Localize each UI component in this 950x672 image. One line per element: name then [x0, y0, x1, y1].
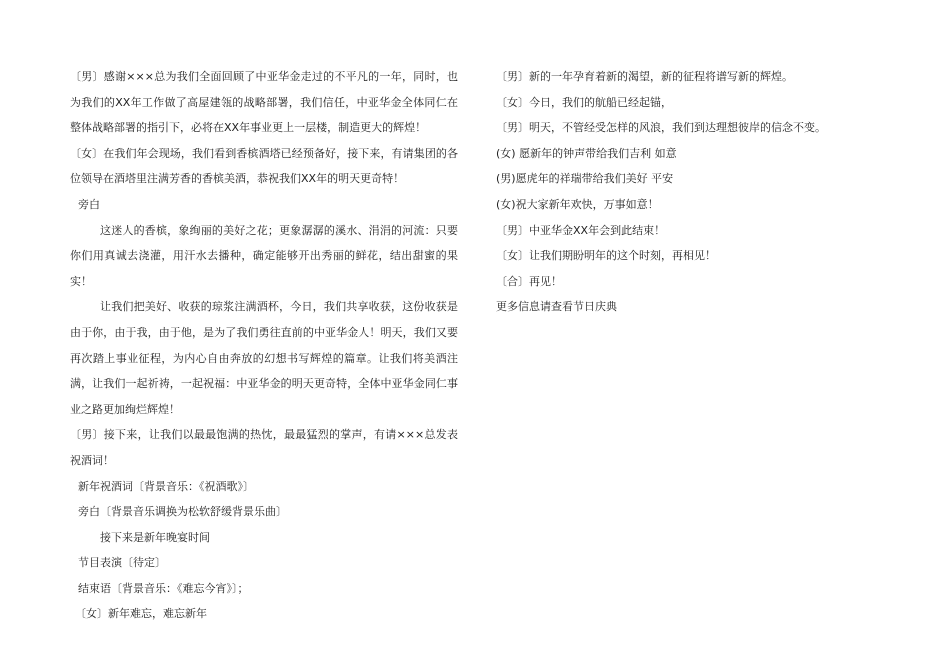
narration-heading: 旁白 — [78, 197, 100, 211]
male-invite-toast-paragraph: 〔男〕接下来，让我们以最最饱满的热忱，最最猛烈的掌声，有请×××总发表祝酒词！ — [70, 428, 458, 467]
left-column — [70, 64, 458, 627]
banquet-time-line: 接下来是新年晚宴时间 — [100, 530, 210, 544]
male-tomorrow-line: 〔男〕明天，不管经受怎样的风浪，我们到达理想彼岸的信念不变。 — [496, 121, 826, 135]
toast-narration-paragraph: 让我们把美好、收获的琼浆注满酒杯，今日，我们共享收获，这份收获是由于你，由于我，由于他，是为了我们勇往直前的中亚华金人！明天，我们又要再次踏上事业征程，为内心自由奔放的幻想书写辉煌的篇章。让我们将美酒注满，让我们一起祈祷，一起祝福：中亚华金的明天更奇特，全体中亚华金同仁事业之路更加绚烂辉煌！ — [70, 300, 458, 416]
performance-heading: 节目表演〔待定〕 — [78, 556, 166, 570]
toast-speech-heading: 新年祝酒词〔背景音乐：《祝酒歌》〕 — [78, 479, 254, 493]
right-column — [496, 64, 896, 320]
male-new-year-line: 〔男〕新的一年孕育着新的渴望，新的征程将谱写新的辉煌。 — [496, 70, 793, 83]
closing-heading: 结束语〔背景音乐：《难忘今宵》〕； — [78, 581, 249, 595]
male-closing-line: 〔男〕中亚华金XX年会到此结束！ — [496, 223, 666, 237]
more-info-line: 更多信息请查看节日庆典 — [496, 300, 617, 314]
together-goodbye-line: 〔合〕再见！ — [496, 274, 562, 288]
male-tiger-wish-line: (男)愿虎年的祥瑞带给我们美好 平安 — [496, 172, 674, 186]
female-happy-wish-line: (女)祝大家新年欢快，万事如意！ — [496, 197, 659, 211]
female-champagne-paragraph: 〔女〕在我们年会现场，我们看到香槟酒塔已经预备好，接下来，有请集团的各位领导在酒塔里注满芳香的香槟美酒，恭祝我们XX年的明天更奇特！ — [70, 146, 458, 186]
male-thanks-paragraph: 〔男〕感谢×××总为我们全面回顾了中亚华金走过的不平凡的一年，同时，也为我们的XX年工作做了高屋建瓴的战略部署，我们信任，中亚华金全体同仁在整体战略部署的指引下，必将在XX年事业更上一层楼，制造更大的辉煌！ — [70, 70, 458, 135]
female-bell-wish-line: (女) 愿新年的钟声带给我们吉利 如意 — [496, 146, 677, 160]
female-new-year-line: 〔女〕新年难忘，难忘新年 — [75, 607, 207, 621]
female-anchor-line: 〔女〕今日，我们的航船已经起锚， — [496, 95, 672, 109]
female-see-you-line: 〔女〕让我们期盼明年的这个时刻，再相见！ — [496, 249, 716, 263]
champagne-narration-paragraph: 这迷人的香槟，象绚丽的美好之花；更象潺潺的溪水、涓涓的河流：只要你们用真诚去浇灌，用汗水去播种，确定能够开出秀丽的鲜花，结出甜蜜的果实！ — [70, 223, 458, 288]
narration-music-heading: 旁白〔背景音乐调换为松软舒缓背景乐曲〕 — [78, 505, 287, 519]
